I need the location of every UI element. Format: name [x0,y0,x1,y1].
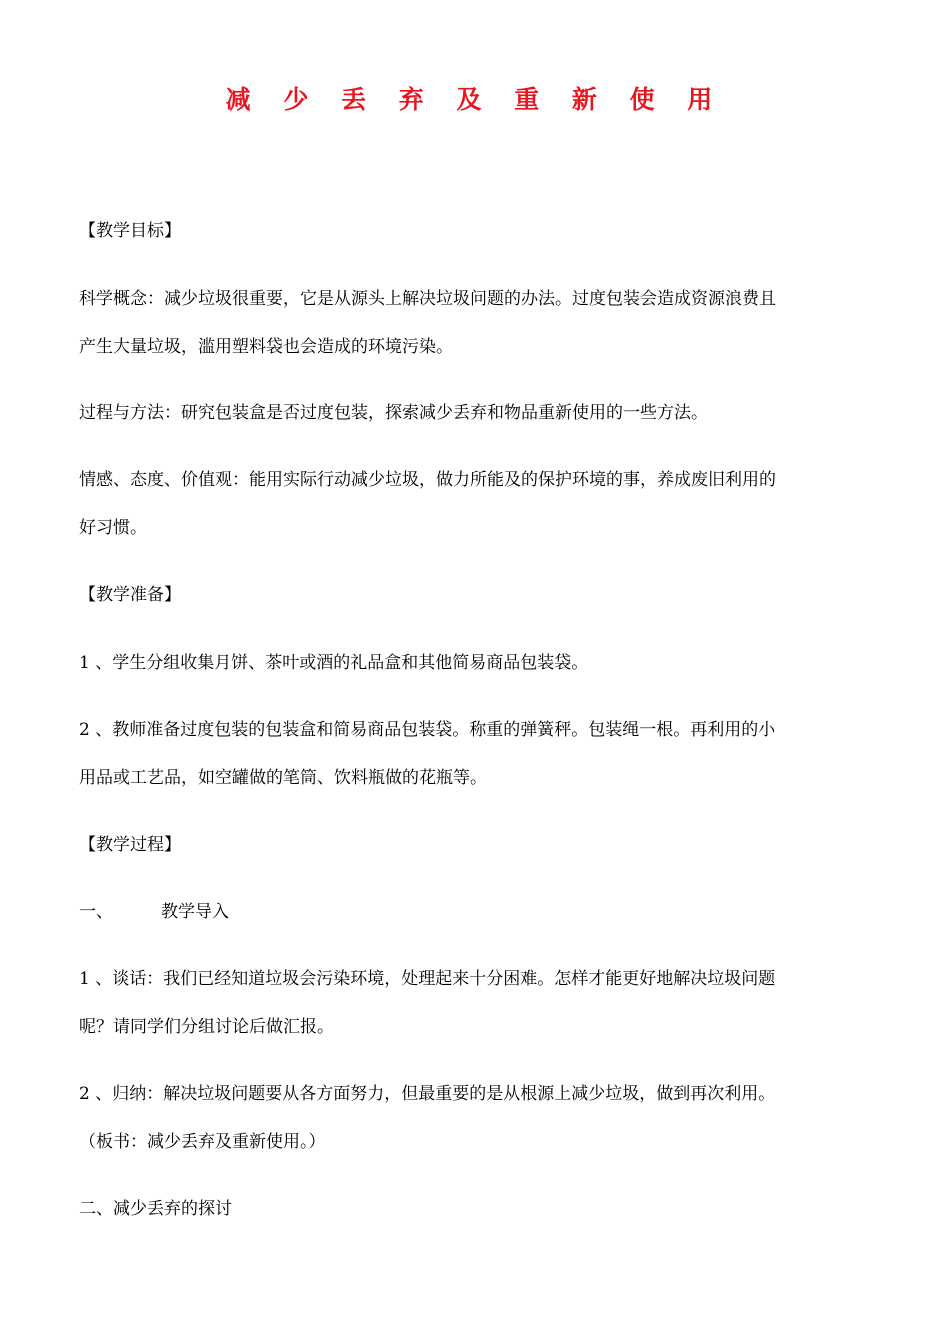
list-item: 1 、谈话：我们已经知道垃圾会污染环境，处理起来十分困难。怎样才能更好地解决垃圾问题 [79,969,776,989]
section-heading-preparation: 【教学准备】 [79,585,181,605]
subheading-discussion: 二、减少丢弃的探讨 [79,1199,232,1219]
list-item: 2 、教师准备过度包装的包装盒和简易商品包装袋。称重的弹簧秤。包装绳一根。再利用的小 [79,720,776,740]
subheading-intro [79,901,879,923]
paragraph-line: 用品或工艺品，如空罐做的笔筒、饮料瓶做的花瓶等。 [79,768,487,788]
paragraph-line: 呢？请同学们分组讨论后做汇报。 [79,1017,334,1037]
section-heading-objectives: 【教学目标】 [79,221,181,241]
paragraph-line: 过程与方法：研究包装盒是否过度包装，探索减少丢弃和物品重新使用的一些方法。 [79,403,708,423]
subheading-number: 一、 [79,902,113,922]
paragraph-line: 情感、态度、价值观：能用实际行动减少垃圾，做力所能及的保护环境的事，养成废旧利用的 [79,470,776,490]
paragraph-line: 产生大量垃圾，滥用塑料袋也会造成的环境污染。 [79,337,453,357]
paragraph-line: 好习惯。 [79,518,147,538]
subheading-label: 教学导入 [161,902,229,922]
list-item: 1 、学生分组收集月饼、茶叶或酒的礼品盒和其他简易商品包装袋。 [79,653,589,673]
paragraph-line: 科学概念：减少垃圾很重要，它是从源头上解决垃圾问题的办法。过度包装会造成资源浪费且 [79,289,776,309]
section-heading-process: 【教学过程】 [79,835,181,855]
list-item: 2 、归纳：解决垃圾问题要从各方面努力，但最重要的是从根源上减少垃圾，做到再次利用。 [79,1084,776,1104]
document-title: 减 少 丢 弃 及 重 新 使 用 [225,85,725,114]
paragraph-line: （板书：减少丢弃及重新使用。） [79,1132,326,1152]
